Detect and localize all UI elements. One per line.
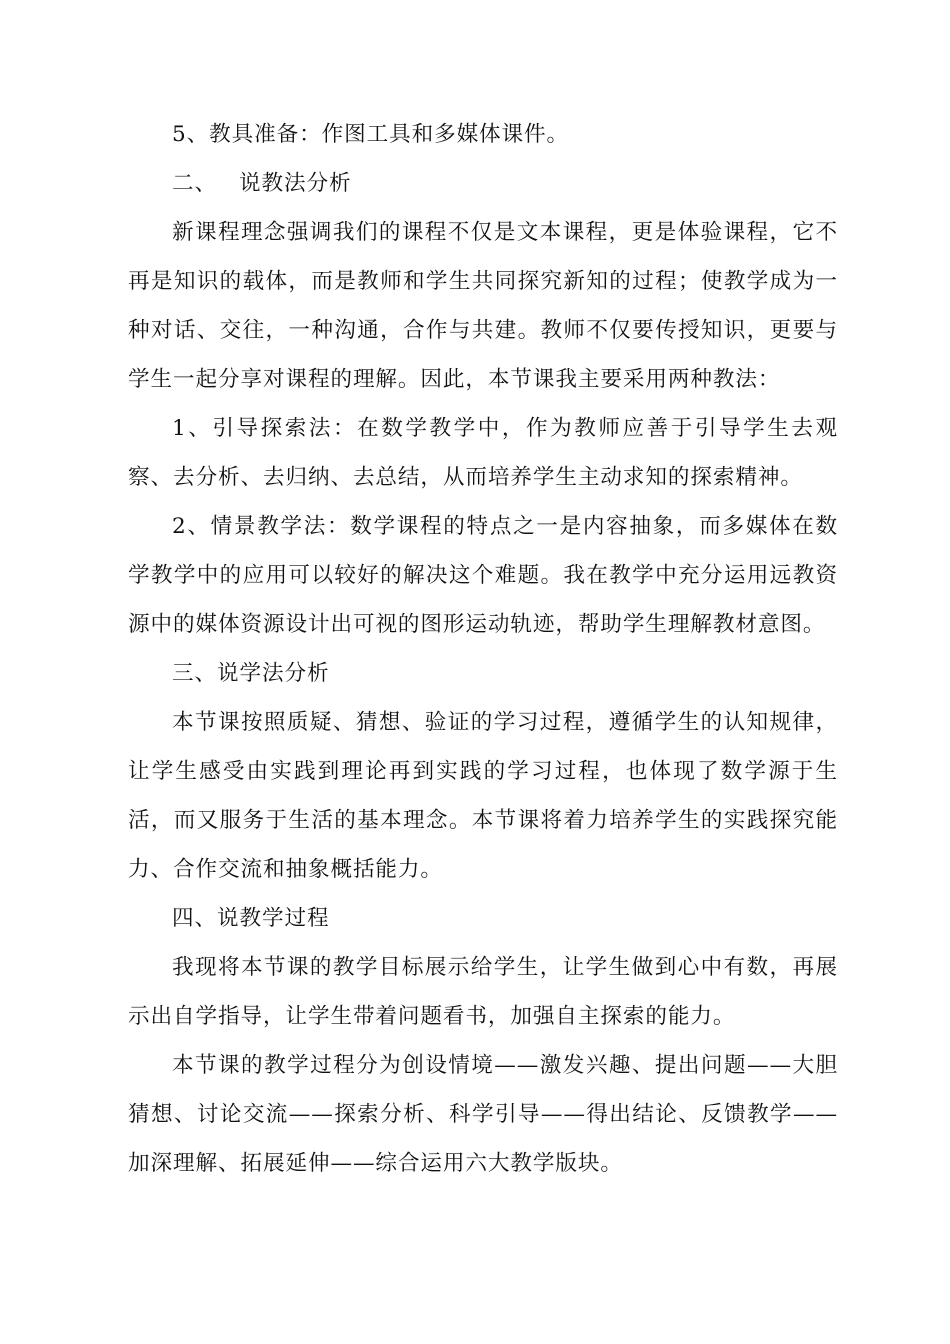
paragraph-new-curriculum: 新课程理念强调我们的课程不仅是文本课程，更是体验课程，它不再是知识的载体，而是教师和学生共同探究新知的过程；使教学成为一种对话、交往，一种沟通，合作与共建。教师不仅要传授知识，更要与学生一起分享对课程的理解。因此，本节课我主要采用两种教法： — [128, 220, 838, 392]
heading-number: 二、 — [172, 171, 217, 196]
heading-learning-method-analysis: 三、说学法分析 — [172, 661, 330, 686]
paragraph-teaching-objectives: 我现将本节课的教学目标展示给学生，让学生做到心中有数，再展示出自学指导，让学生带着问题看书，加强自主探索的能力。 — [128, 955, 838, 1029]
paragraph-learning-process: 本节课按照质疑、猜想、验证的学习过程，遵循学生的认知规律，让学生感受由实践到理论再到实践的学习过程，也体现了数学源于生活，而又服务于生活的基本理念。本节课将着力培养学生的实践探究能力、合作交流和抽象概括能力。 — [128, 710, 838, 882]
paragraph-six-sections: 本节课的教学过程分为创设情境——激发兴趣、提出问题——大胆猜想、讨论交流——探索分析、科学引导——得出结论、反馈教学——加深理解、拓展延伸——综合运用六大教学版块。 — [128, 1053, 838, 1176]
heading-title: 说教法分析 — [239, 171, 352, 196]
heading-teaching-method-analysis — [128, 159, 838, 208]
paragraph-situational-teaching: 2、情景教学法：数学课程的特点之一是内容抽象，而多媒体在数学教学中的应用可以较好的解决这个难题。我在教学中充分运用远教资源中的媒体资源设计出可视的图形运动轨迹，帮助学生理解教材意图。 — [128, 514, 838, 637]
document-body — [128, 110, 838, 1188]
heading-teaching-process: 四、说教学过程 — [172, 906, 330, 931]
paragraph-guided-exploration: 1、引导探索法：在数学教学中，作为教师应善于引导学生去观察、去分析、去归纳、去总结，从而培养学生主动求知的探索精神。 — [128, 416, 838, 490]
paragraph-teaching-aids: 5、教具准备：作图工具和多媒体课件。 — [172, 122, 570, 147]
